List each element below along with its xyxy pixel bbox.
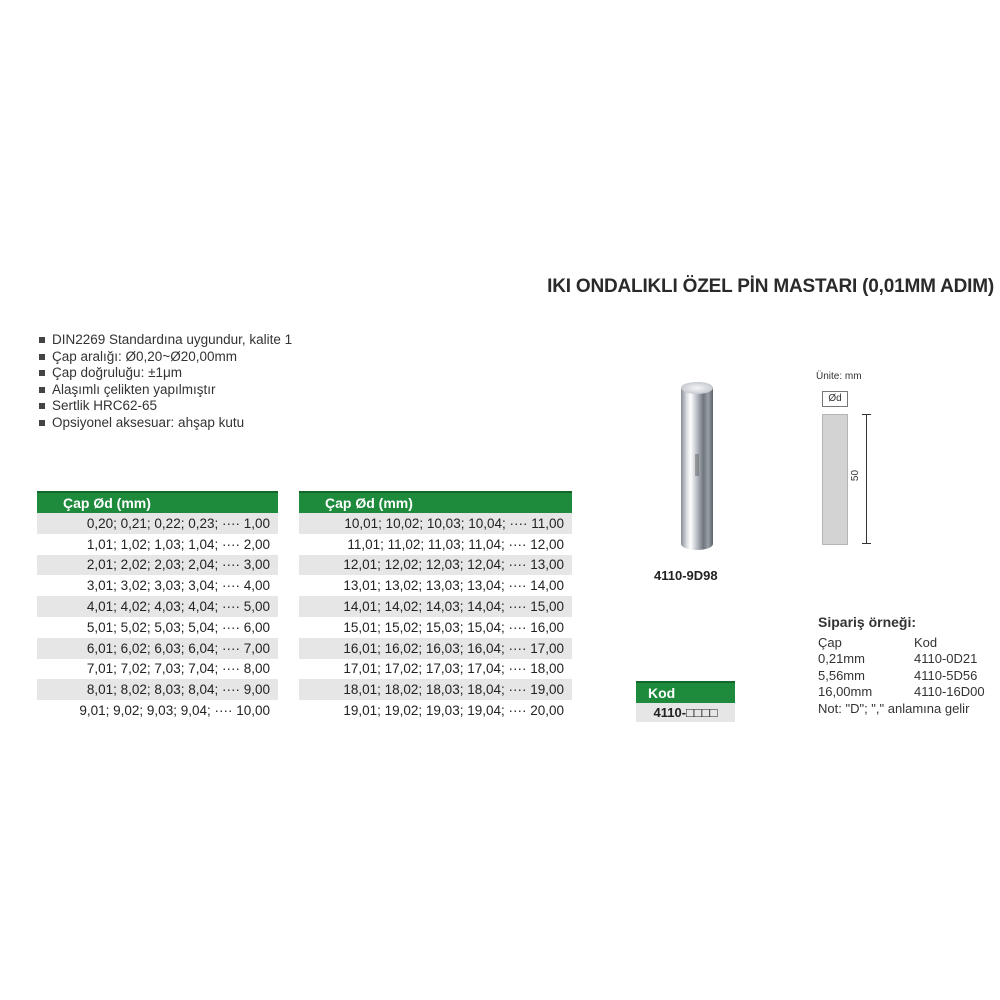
table-row <box>37 679 278 700</box>
table-cell: 18,01; 18,02; 18,03; 18,04; ···· 19,00 <box>299 679 572 700</box>
table-cell: 3,01; 3,02; 3,03; 3,04; ···· 4,00 <box>37 575 278 596</box>
length-dimension-label: 50 <box>850 469 862 482</box>
table-cell: 8,01; 8,02; 8,03; 8,04; ···· 9,00 <box>37 679 278 700</box>
order-code: 4110-16D00 <box>914 684 985 699</box>
order-code: 4110-5D56 <box>914 667 978 683</box>
table-row <box>299 575 572 596</box>
code-box <box>636 681 735 722</box>
code-value: 4110-□□□□ <box>636 703 735 722</box>
table-header: Çap Ød (mm) <box>37 492 278 513</box>
table-header: Çap Ød (mm) <box>299 492 572 513</box>
table-row <box>299 534 572 555</box>
table-row <box>37 555 278 576</box>
table-row <box>299 555 572 576</box>
order-code: 4110-0D21 <box>914 651 978 666</box>
table-row <box>299 700 572 721</box>
order-diameter: 5,56mm <box>818 667 865 683</box>
table-row <box>37 513 278 534</box>
order-header-code: Kod <box>914 634 938 650</box>
table-cell: 19,01; 19,02; 19,03; 19,04; ···· 20,00 <box>299 700 572 721</box>
table-cell: 5,01; 5,02; 5,03; 5,04; ···· 6,00 <box>37 617 278 638</box>
dimension-tick <box>862 414 871 415</box>
table-row <box>299 513 572 534</box>
product-code: 4110-9D98 <box>654 568 718 583</box>
order-diameter: 16,00mm <box>818 684 873 699</box>
table-row <box>299 617 572 638</box>
table-row <box>37 596 278 617</box>
pin-engraving <box>695 454 699 476</box>
pin-technical-drawing <box>822 414 848 545</box>
table-cell: 7,01; 7,02; 7,03; 7,04; ···· 8,00 <box>37 659 278 680</box>
table-cell: 2,01; 2,02; 2,03; 2,04; ···· 3,00 <box>37 555 278 576</box>
table-row <box>37 534 278 555</box>
page-title: IKI ONDALIKLI ÖZEL PİN MASTARI (0,01MM ADIM) <box>547 276 994 297</box>
diameter-table-left <box>37 491 278 721</box>
table-cell: 16,01; 16,02; 16,03; 16,04; ···· 17,00 <box>299 638 572 659</box>
order-note: Not: "D"; "," anlamına gelir <box>818 700 970 716</box>
unit-label: Ünite: mm <box>816 371 862 382</box>
order-example-title: Sipariş örneği: <box>818 614 917 630</box>
table-cell: 6,01; 6,02; 6,03; 6,04; ···· 7,00 <box>37 638 278 659</box>
table-cell: 13,01; 13,02; 13,03; 13,04; ···· 14,00 <box>299 575 572 596</box>
length-dimension-line <box>866 414 867 543</box>
diameter-table-right <box>299 491 572 721</box>
feature-list <box>38 332 292 431</box>
table-row <box>37 659 278 680</box>
table-row <box>37 638 278 659</box>
feature-item: Opsiyonel aksesuar: ahşap kutu <box>38 415 292 432</box>
feature-item: Alaşımlı çelikten yapılmıştır <box>38 382 292 399</box>
table-cell: 17,01; 17,02; 17,03; 17,04; ···· 18,00 <box>299 659 572 680</box>
feature-item: DIN2269 Standardına uygundur, kalite 1 <box>38 332 292 349</box>
order-example <box>818 614 1000 717</box>
table-cell: 14,01; 14,02; 14,03; 14,04; ···· 15,00 <box>299 596 572 617</box>
feature-item: Çap doğruluğu: ±1μm <box>38 365 292 382</box>
table-row <box>299 638 572 659</box>
table-cell: 15,01; 15,02; 15,03; 15,04; ···· 16,00 <box>299 617 572 638</box>
dimension-tick <box>862 543 871 544</box>
table-row <box>299 659 572 680</box>
code-header: Kod <box>636 681 735 703</box>
table-cell: 4,01; 4,02; 4,03; 4,04; ···· 5,00 <box>37 596 278 617</box>
table-cell: 10,01; 10,02; 10,03; 10,04; ···· 11,00 <box>299 513 572 534</box>
diameter-dimension-label: Ød <box>822 391 848 407</box>
table-row <box>37 700 278 721</box>
table-row <box>299 596 572 617</box>
pin-gauge-image <box>681 382 713 550</box>
table-cell: 1,01; 1,02; 1,03; 1,04; ···· 2,00 <box>37 534 278 555</box>
table-cell: 12,01; 12,02; 12,03; 12,04; ···· 13,00 <box>299 555 572 576</box>
table-cell: 9,01; 9,02; 9,03; 9,04; ···· 10,00 <box>37 700 278 721</box>
order-header-diameter: Çap <box>818 634 842 650</box>
table-row <box>37 575 278 596</box>
feature-item: Çap aralığı: Ø0,20~Ø20,00mm <box>38 349 292 366</box>
table-row <box>299 679 572 700</box>
order-example-grid <box>818 635 1000 701</box>
order-diameter: 0,21mm <box>818 651 865 666</box>
table-row <box>37 617 278 638</box>
table-cell: 0,20; 0,21; 0,22; 0,23; ···· 1,00 <box>37 513 278 534</box>
feature-item: Sertlik HRC62-65 <box>38 398 292 415</box>
table-cell: 11,01; 11,02; 11,03; 11,04; ···· 12,00 <box>299 534 572 555</box>
